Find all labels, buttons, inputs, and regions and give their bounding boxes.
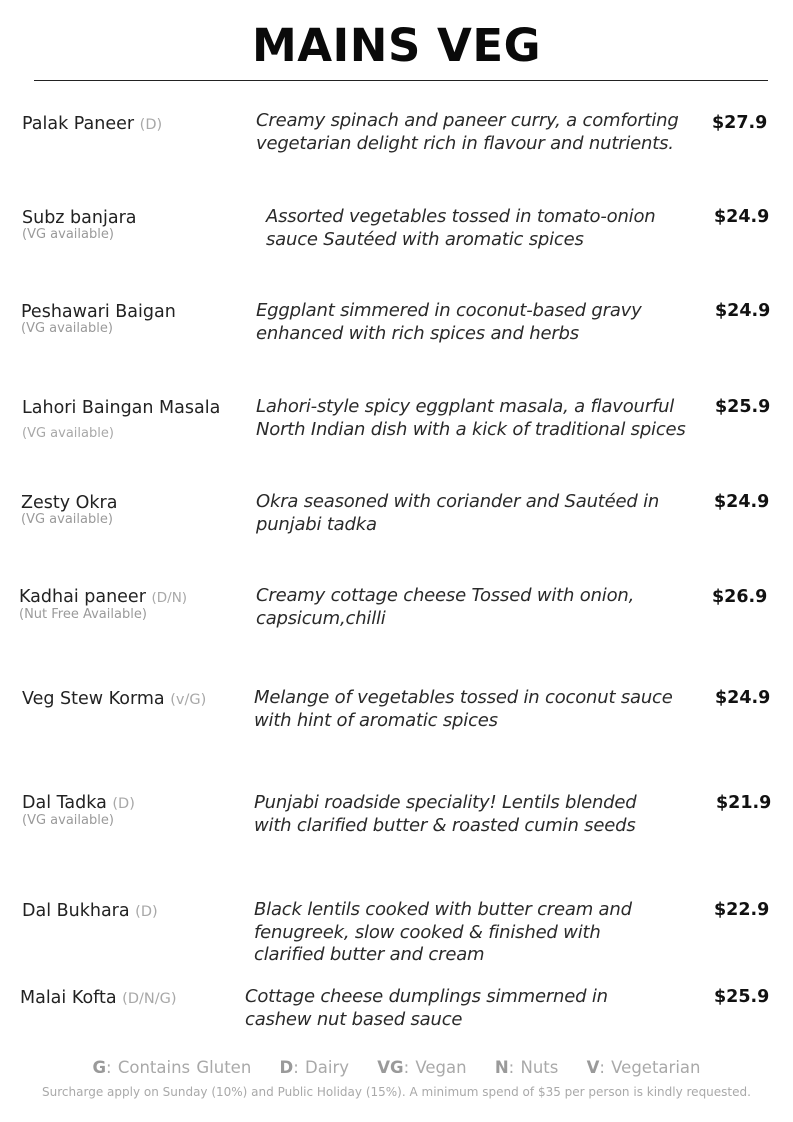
item-name: Lahori Baingan Masala [22,398,221,418]
item-name: Zesty Okra [21,493,118,513]
item-name-wrap [22,396,222,446]
item-price: $24.9 [714,207,770,227]
item-tag: (v/G) [170,692,207,708]
item-name: Subz banjara [22,208,137,228]
item-note: (VG available) [21,512,113,527]
item-description: Punjabi roadside speciality! Lentils blended with clarified butter & roasted cumin seeds [254,792,637,836]
legend-text: : Contains Gluten [106,1058,252,1077]
item-name: Palak Paneer [22,114,135,134]
item-description: Creamy spinach and paneer curry, a comforting vegetarian delight rich in flavour and nutrients. [256,110,679,154]
legend-key: VG [377,1058,404,1077]
item-description: Assorted vegetables tossed in tomato-onion sauce Sautéed with aromatic spices [266,206,656,250]
item-note: (VG available) [22,813,114,828]
legend-key: V [586,1058,600,1077]
item-price: $22.9 [714,900,770,920]
item-name: Peshawari Baigan [21,302,176,322]
item-description: Creamy cottage cheese Tossed with onion, capsicum,chilli [256,585,635,629]
legend-text: : Vegan [403,1058,467,1077]
legend-key: D [279,1058,294,1077]
item-tag: (VG available) [22,426,114,441]
dietary-legend [0,1058,793,1077]
item-tag: (D) [139,117,163,133]
legend-key: G [92,1058,107,1077]
title-divider [34,80,768,81]
legend-vegan [377,1058,466,1077]
item-price: $21.9 [716,793,772,813]
item-name: Kadhai paneer [19,587,146,607]
item-note: (VG available) [21,321,113,336]
legend-nuts [495,1058,558,1077]
item-tag: (D) [135,904,158,920]
legend-dairy [280,1058,349,1077]
item-price: $27.9 [712,113,768,133]
item-price: $25.9 [715,397,771,417]
item-price: $26.9 [712,587,768,607]
item-price: $25.9 [714,987,770,1007]
item-name: Dal Bukhara [22,901,130,921]
item-name-wrap [19,585,249,621]
item-description: Black lentils cooked with butter cream and fenugreek, slow cooked & finished with clarified butter and cream [254,899,632,965]
item-price: $24.9 [715,688,771,708]
item-price: $24.9 [714,492,770,512]
legend-text: : Dairy [293,1058,350,1077]
item-tag: (D/N/G) [122,991,177,1007]
menu-title: MAINS VEG [251,19,542,72]
item-name-wrap [21,491,251,526]
legend-text: : Vegetarian [599,1058,701,1077]
item-name-wrap [22,791,252,827]
item-name-wrap [20,986,250,1011]
legend-vegetarian [587,1058,701,1077]
item-note: (Nut Free Available) [19,607,147,622]
legend-key: N [494,1058,509,1077]
item-tag: (D) [112,796,135,812]
item-name-wrap [22,687,252,712]
surcharge-note: Surcharge apply on Sunday (10%) and Public Holiday (15%). A minimum spend of $35 per person is kindly requested. [42,1085,751,1099]
item-description: Lahori-style spicy eggplant masala, a flavourful North Indian dish with a kick of traditional spices [256,396,686,440]
item-name-wrap [22,206,252,241]
item-description: Okra seasoned with coriander and Sautéed in punjabi tadka [256,491,660,535]
item-name: Veg Stew Korma [22,689,165,709]
item-name-wrap [21,300,251,335]
item-name: Malai Kofta [20,988,117,1008]
item-name-wrap [22,112,252,137]
item-description: Cottage cheese dumplings simmerned in cashew nut based sauce [245,986,608,1030]
item-tag: (D/N) [151,590,188,606]
legend-gluten [93,1058,252,1077]
item-name: Dal Tadka [22,793,107,813]
item-name-wrap [22,899,252,924]
item-description: Melange of vegetables tossed in coconut sauce with hint of aromatic spices [254,687,673,731]
item-price: $24.9 [715,301,771,321]
item-note: (VG available) [22,227,114,242]
item-description: Eggplant simmered in coconut-based gravy enhanced with rich spices and herbs [256,300,642,344]
legend-text: : Nuts [508,1058,559,1077]
